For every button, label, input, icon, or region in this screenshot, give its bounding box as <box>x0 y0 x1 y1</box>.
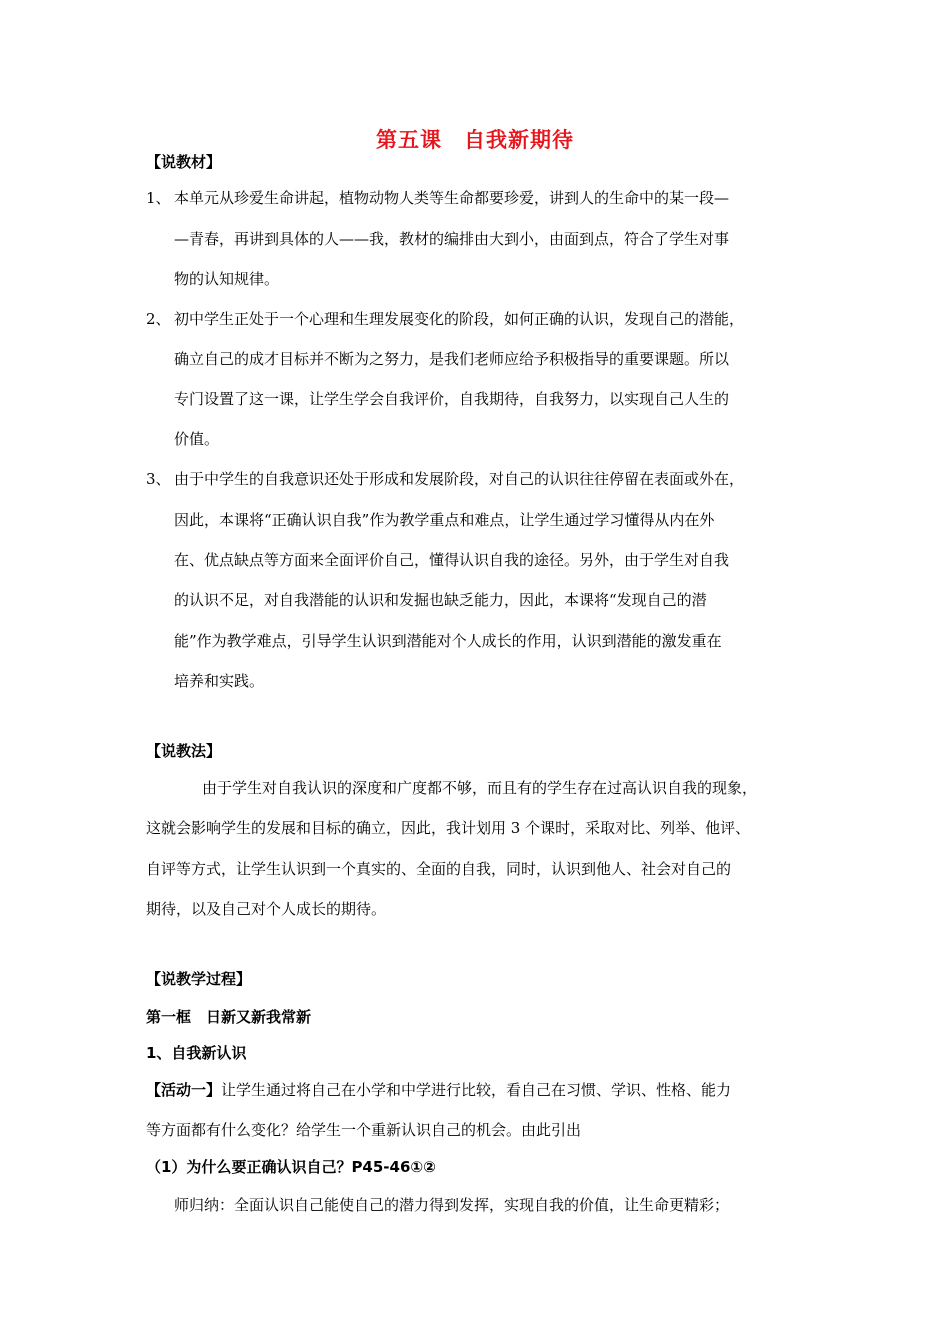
paragraph-line: —青春，再讲到具体的人——我，教材的编排由大到小，由面到点，符合了学生对事 <box>174 230 730 248</box>
activity-label: 【活动一】 <box>146 1081 222 1099</box>
subsection-title: 1、自我新认识 <box>146 1044 247 1062</box>
item-number-3: 3、 <box>146 470 171 488</box>
paragraph-line: 专门设置了这一课，让学生学会自我评价，自我期待，自我努力，以实现自己人生的 <box>174 390 730 408</box>
lesson-name: 自我新期待 <box>464 128 574 152</box>
paragraph-line: 期待，以及自己对个人成长的期待。 <box>146 900 387 918</box>
paragraph-line: 等方面都有什么变化？给学生一个重新认识自己的机会。由此引出 <box>146 1121 582 1139</box>
paragraph-line: 的认识不足，对自我潜能的认识和发掘也缺乏能力，因此，本课将“发现自己的潜 <box>174 591 707 609</box>
summary-line: 师归纳：全面认识自己能使自己的潜力得到发挥，实现自我的价值，让生命更精彩； <box>174 1196 730 1214</box>
paragraph-line: 由于学生对自我认识的深度和广度都不够，而且有的学生存在过高认识自我的现象， <box>202 779 758 797</box>
paragraph-line: 由于中学生的自我意识还处于形成和发展阶段，对自己的认识往往停留在表面或外在， <box>174 470 745 488</box>
section-heading-textbook: 【说教材】 <box>146 153 222 171</box>
paragraph-line: 初中学生正处于一个心理和生理发展变化的阶段，如何正确的认识，发现自己的潜能， <box>174 310 745 328</box>
paragraph-line: 价值。 <box>174 430 220 448</box>
paragraph-line: 在、优点缺点等方面来全面评价自己，懂得认识自我的途径。另外，由于学生对自我 <box>174 551 730 569</box>
page-title <box>0 124 950 154</box>
item-number-2: 2、 <box>146 310 171 328</box>
frame-title: 第一框 日新又新我常新 <box>146 1008 312 1026</box>
activity-line <box>146 1080 731 1100</box>
paragraph-line: 确立自己的成才目标并不断为之努力，是我们老师应给予积极指导的重要课题。所以 <box>174 350 730 368</box>
paragraph-line: 能”作为教学难点，引导学生认识到潜能对个人成长的作用，认识到潜能的激发重在 <box>174 632 722 650</box>
question-heading: （1）为什么要正确认识自己？P45-46①② <box>146 1158 436 1176</box>
paragraph-line: 因此，本课将“正确认识自我”作为教学重点和难点，让学生通过学习懂得从内在外 <box>174 511 715 529</box>
item-number-1: 1、 <box>146 189 171 207</box>
paragraph-line: 本单元从珍爱生命讲起，植物动物人类等生命都要珍爱，讲到人的生命中的某一段— <box>174 189 730 207</box>
paragraph-line: 这就会影响学生的发展和目标的确立，因此，我计划用 3 个课时，采取对比、列举、他评、 <box>146 819 751 837</box>
section-heading-process: 【说教学过程】 <box>146 970 252 988</box>
activity-text: 让学生通过将自己在小学和中学进行比较，看自己在习惯、学识、性格、能力 <box>221 1081 732 1099</box>
section-heading-method: 【说教法】 <box>146 742 222 760</box>
paragraph-line: 培养和实践。 <box>174 672 265 690</box>
paragraph-line: 物的认知规律。 <box>174 270 280 288</box>
lesson-number: 第五课 <box>376 128 442 152</box>
paragraph-line: 自评等方式，让学生认识到一个真实的、全面的自我，同时，认识到他人、社会对自己的 <box>146 860 732 878</box>
